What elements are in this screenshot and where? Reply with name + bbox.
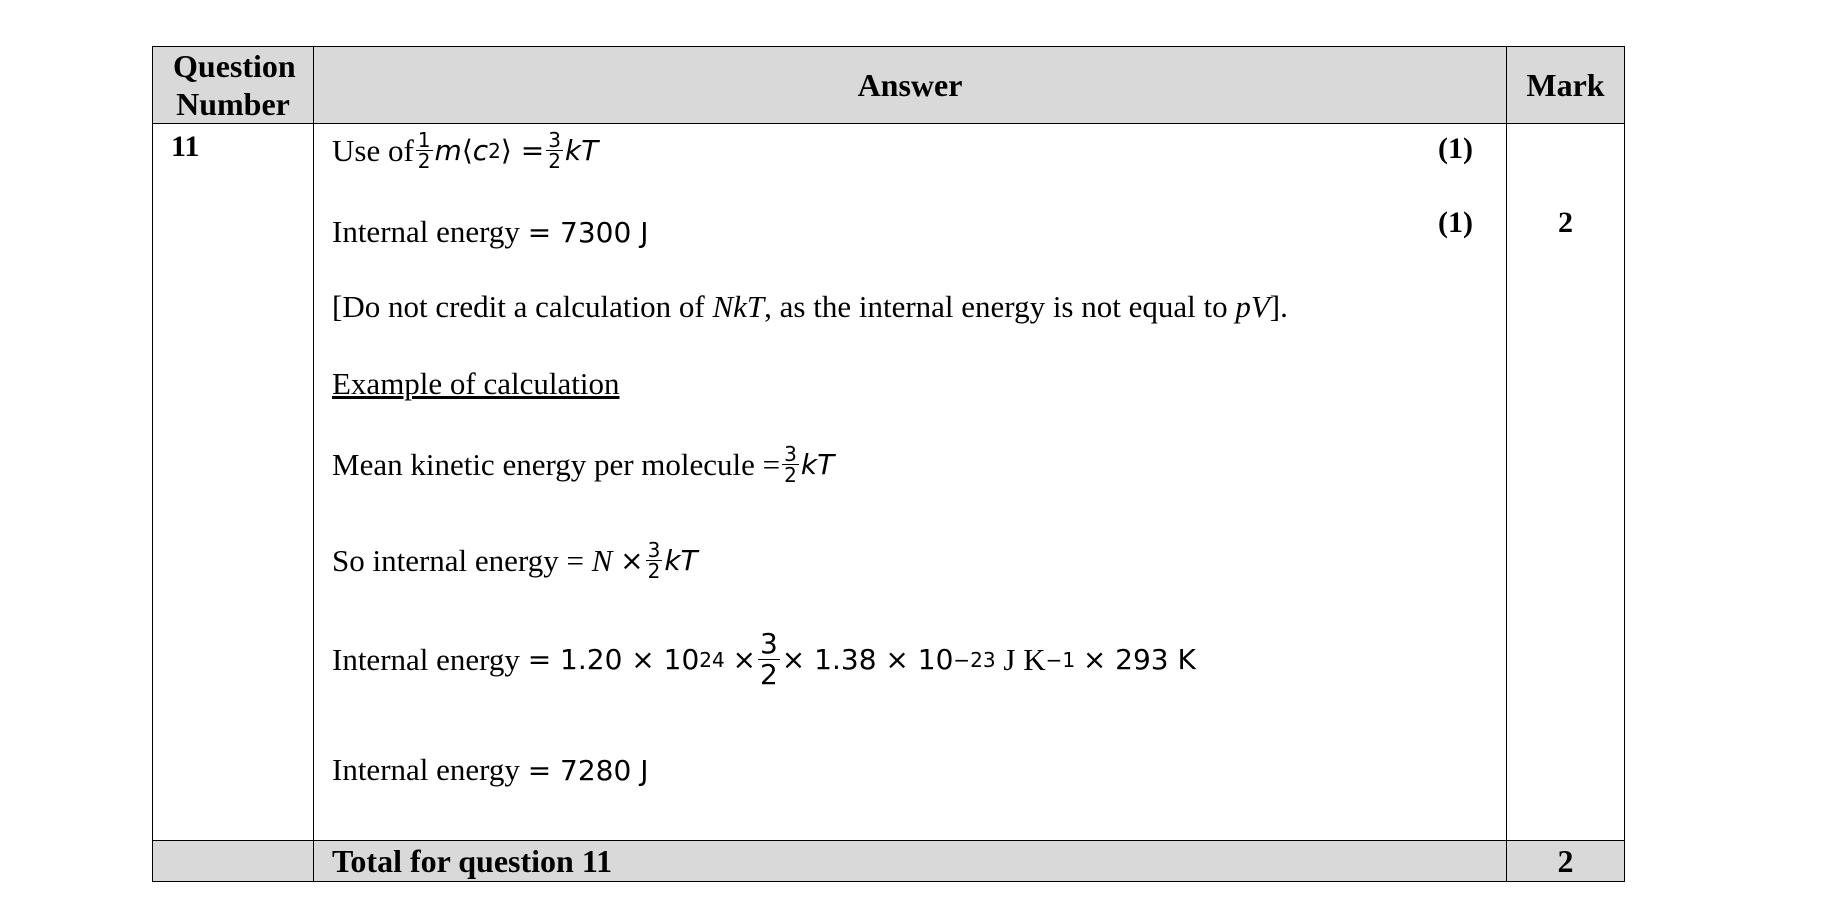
- mark-line2: (1): [1438, 206, 1473, 239]
- mark-total-value: 2: [1558, 206, 1573, 239]
- total-mark: 2: [1507, 841, 1625, 882]
- example-heading: Example of calculation: [332, 366, 620, 401]
- header-row: [153, 47, 1625, 124]
- mark-scheme-table: [152, 46, 1625, 882]
- mark-line1: (1): [1438, 132, 1473, 165]
- header-answer: Answer: [314, 47, 1507, 124]
- fraction-half: $\frac{1}{2}$: [417, 128, 431, 173]
- answer-line-mean-ke: Mean kinetic energy per molecule = $\frac{3}{2}$ kT: [332, 442, 835, 487]
- total-row: [153, 841, 1625, 882]
- header-mark: Mark: [1507, 47, 1625, 124]
- header-question-number: Question Number: [153, 47, 314, 124]
- question-number: 11: [153, 124, 314, 841]
- answer-line-substitution: Internal energy = 1.20 × 10 24 × $\frac{3}{2}$ × 1.38 × 10 −23 J K −1 × 293 K: [332, 627, 1196, 691]
- answer-line-internal-energy-result: Internal energy = 7300 J: [332, 214, 649, 249]
- answer-line-guidance: [Do not credit a calculation of NkT , as the internal energy is not equal to pV ].: [332, 289, 1288, 324]
- answer-line-final-result: Internal energy = 7280 J: [332, 752, 649, 787]
- total-label: Total for question 11: [314, 841, 1507, 882]
- answer-line-formula: Use of $\frac{1}{2}$ m ⟨ c 2 ⟩ = $\frac{3}{2}$ kT: [332, 128, 599, 173]
- total-empty-cell: [153, 841, 314, 882]
- question-row: [153, 124, 1625, 841]
- answer-line-so-internal-energy: So internal energy = N × $\frac{3}{2}$ kT: [332, 538, 698, 583]
- answer-cell: [314, 124, 1507, 841]
- mark-cell: [1507, 124, 1625, 841]
- fraction-three-halves: $\frac{3}{2}$: [548, 128, 561, 173]
